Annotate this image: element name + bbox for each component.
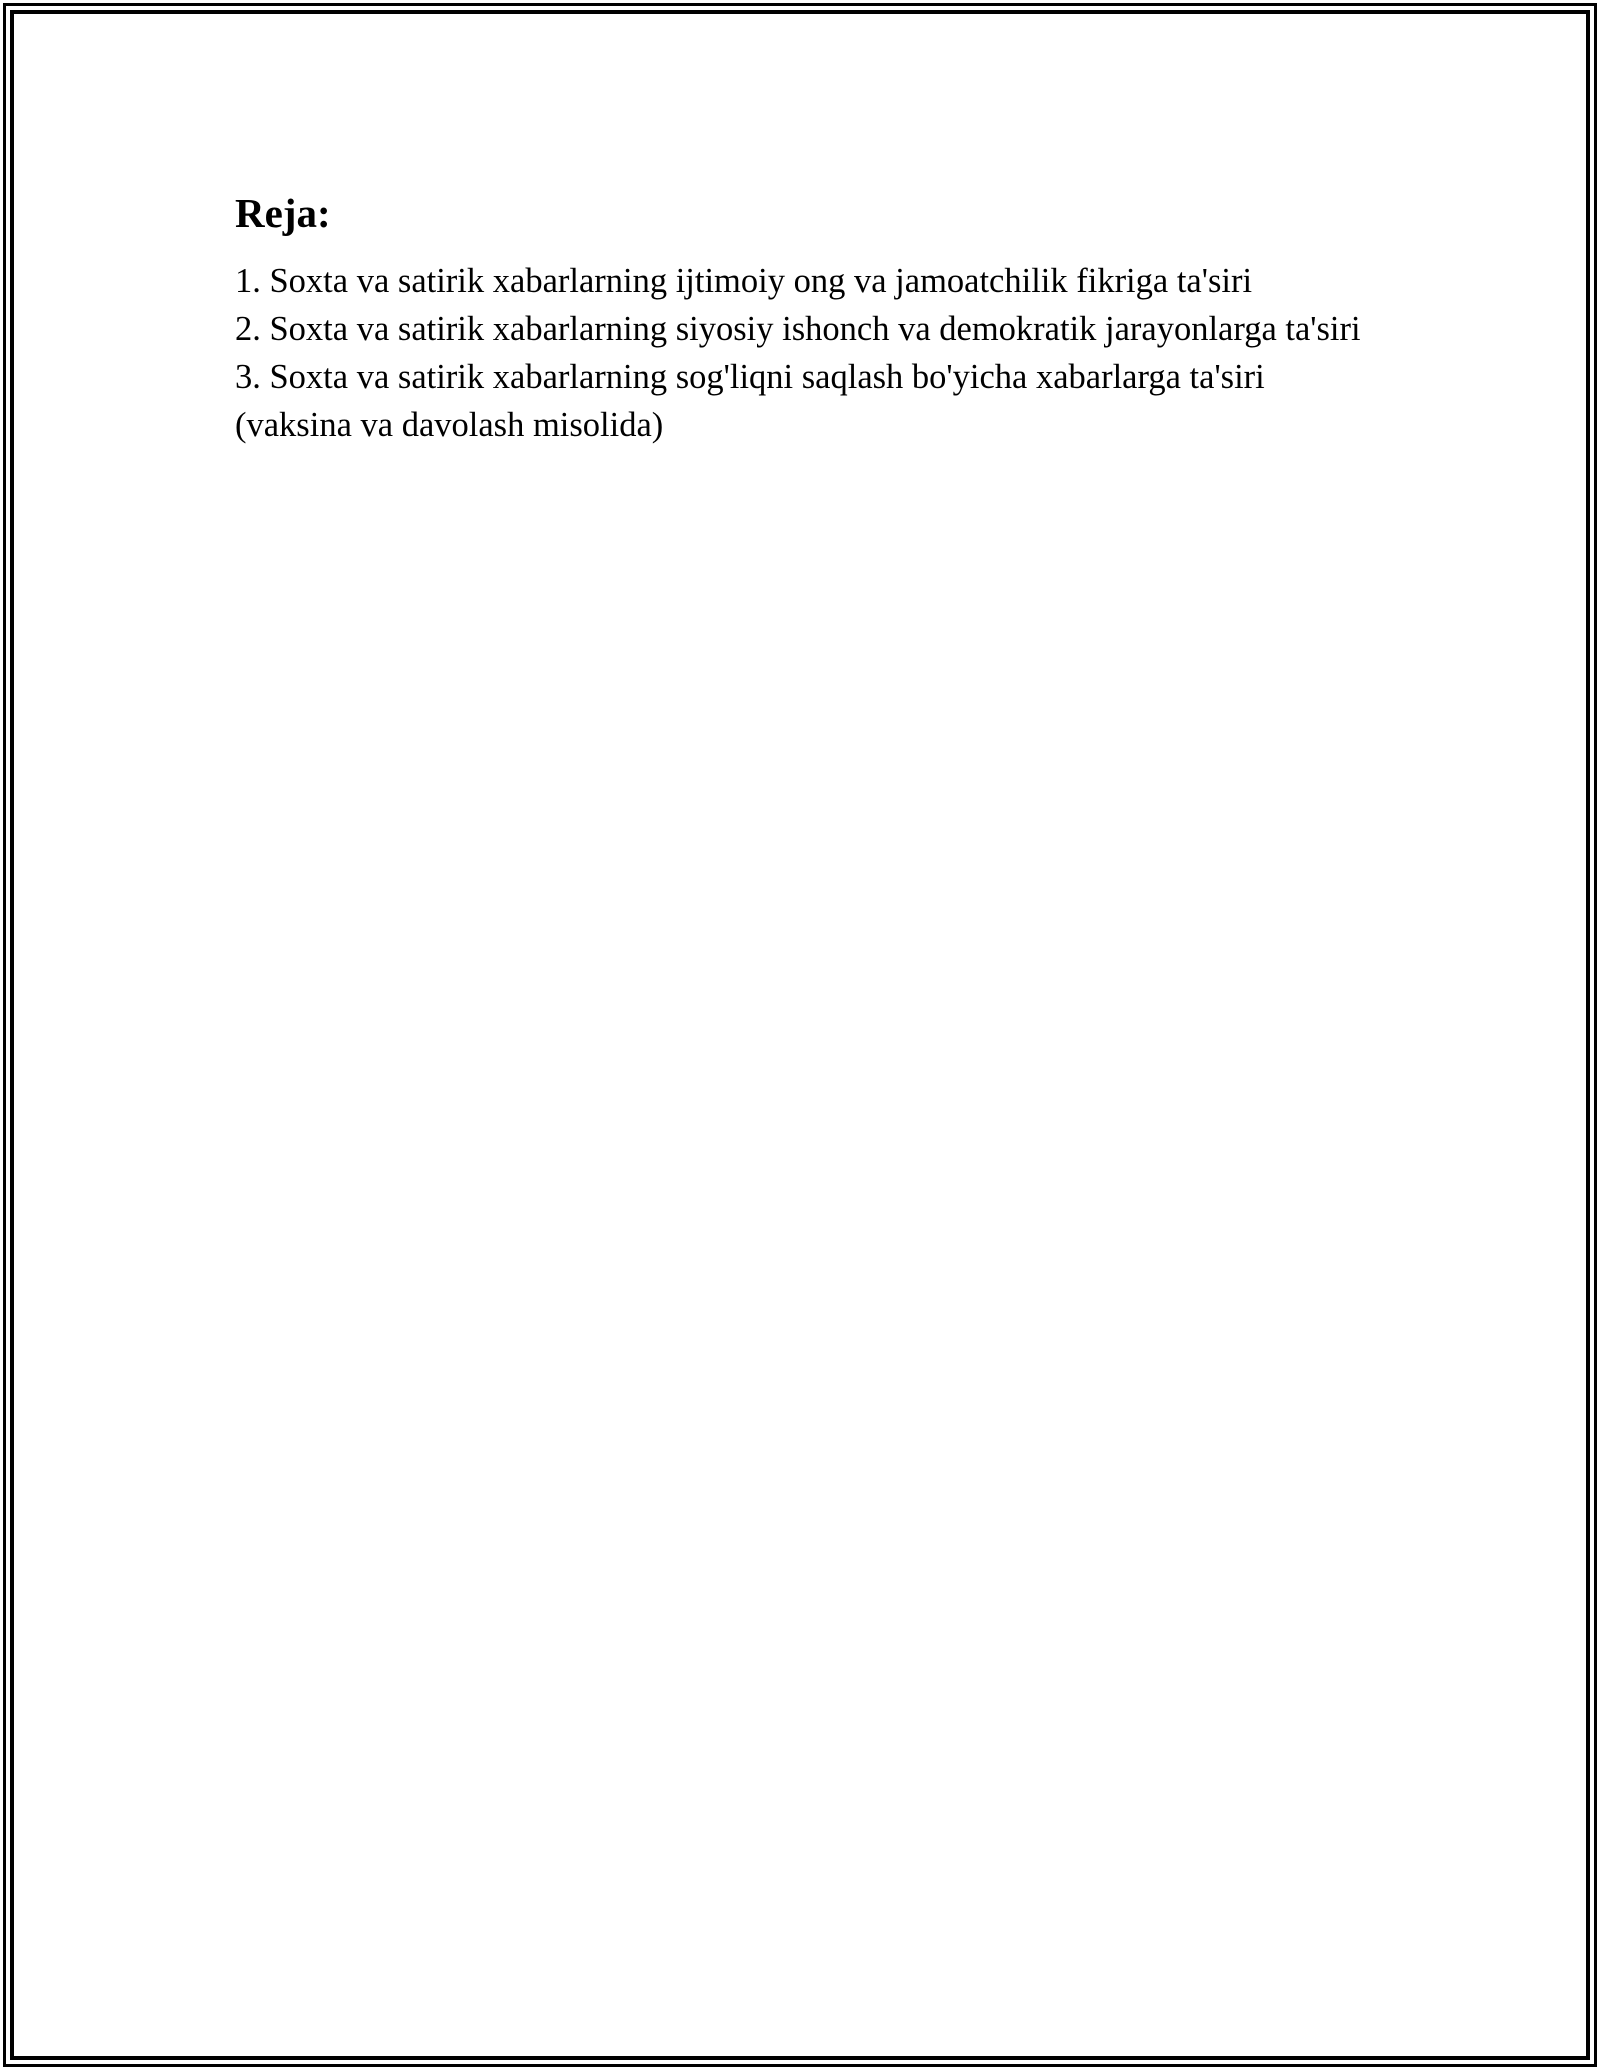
plan-item-2: 2. Soxta va satirik xabarlarning siyosiy ishonch va demokratik jarayonlarga ta'siri [235,310,1361,348]
plan-list [235,257,1365,449]
plan-item-1: 1. Soxta va satirik xabarlarning ijtimoiy ong va jamoatchilik fikriga ta'siri [235,262,1253,300]
document-content [235,188,1365,449]
plan-item-3: 3. Soxta va satirik xabarlarning sog'liqni saqlash bo'yicha xabarlarga ta'siri (vaksina va davolash misolida) [235,358,1265,444]
plan-heading: Reja: [235,190,331,236]
